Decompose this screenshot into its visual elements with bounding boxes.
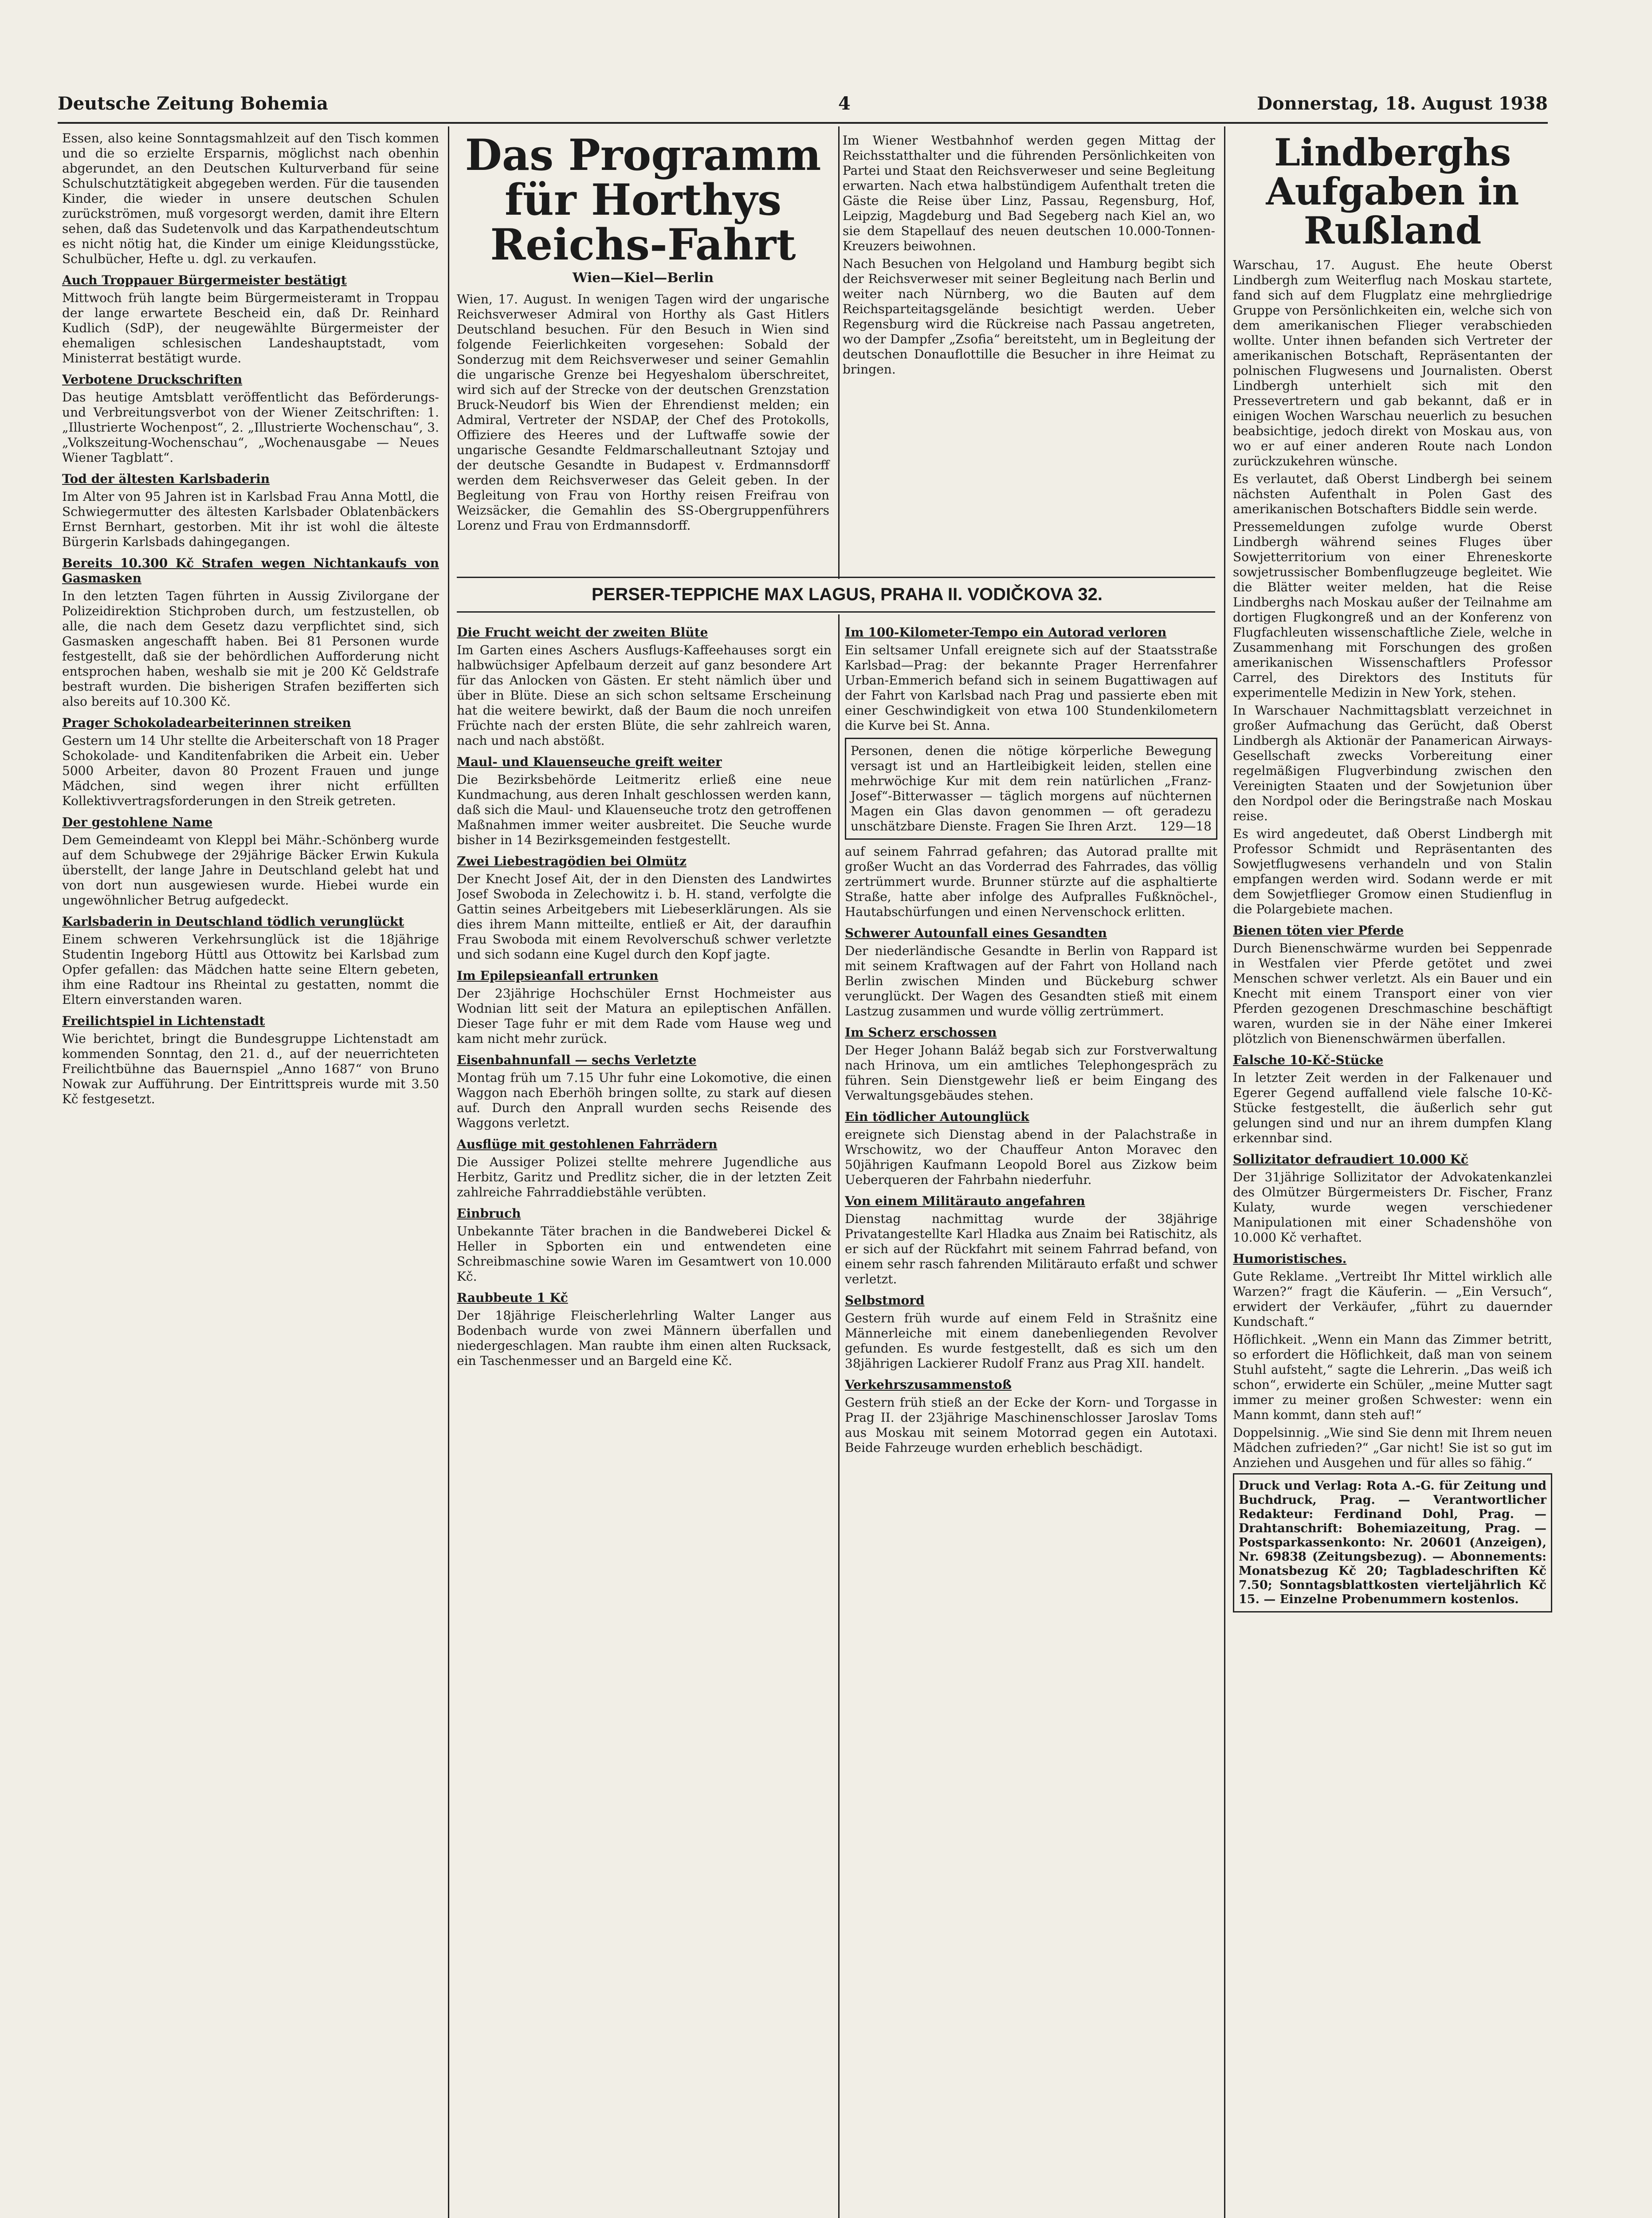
masthead <box>58 93 1548 124</box>
article-text: Warschau, 17. August. Ehe heute Oberst Lindbergh zum Weiterflug nach Moskau startete, fand sich auf dem Flugplatz eine mehrgliedrige Gruppe von Persönlichkeiten ein, welche sich von dem amerikanischen Flieger verabschieden wollte. Unter ihnen befanden sich Vertreter der amerikanischen Botschaft, Repräsentanten der polnischen Flugwesens und Journalisten. Oberst Lindbergh unterhielt sich mit den Pressevertretern und gab bekannt, daß er in einigen Wochen Warschau neuerlich zu besuchen beabsichtige, jedoch direkt von Moskau aus, von wo er auf einer anderen Route nach London zurückzukehren wünsche. <box>1233 257 1552 468</box>
column-rule <box>1224 126 1225 2218</box>
article-text: auf seinem Fahrrad gefahren; das Autorad prallte mit großer Wucht an das Vorderrad des Fahrrades, das völlig zertrümmert wurde. Brunner stürzte auf die asphaltierte Straße, hatte aber infolge des Aufpralles Fußknöchel-, Hautabschürfungen und einen Nervenschock erlitten. <box>845 844 1217 919</box>
headline: Das Programm für Horthys Reichs-Fahrt <box>465 133 821 270</box>
column-rule <box>448 126 449 2218</box>
article-text: Montag früh um 7.15 Uhr fuhr eine Lokomotive, die einen Waggon nach Eberhöh bringen sollte, zu stark auf diesen auf. Durch den Anprall wurden sechs Reisende des Waggons verletzt. <box>457 1070 832 1130</box>
column-left <box>62 131 439 2218</box>
paper-name: Deutsche Zeitung Bohemia <box>58 93 328 114</box>
article-heading: Karlsbaderin in Deutschland tödlich verunglückt <box>62 914 404 929</box>
column-middle-lower <box>457 619 832 2218</box>
article-heading: Raubbeute 1 Kč <box>457 1290 568 1305</box>
article-intro: Essen, also keine Sonntagsmahlzeit auf den Tisch kommen und die so erzielte Ersparnis, möglichst nach obenhin abgerundet, an den Deutschen Kulturverband für seine Schulschutztätigkeit abgegeben werden. Für die tausenden Kinder, die wieder in unsere deutschen Schulen zurückströmen, muß vorgesorgt werden, damit ihre Eltern sehen, daß das Sudetenvolk und das Karpathendeutschtum es nicht nötig hat, die Kinder um einige Kleidungsstücke, Schulbücher, Hefte u. dgl. zu verkaufen. <box>62 131 439 266</box>
article-heading: Ein tödlicher Autounglück <box>845 1109 1029 1124</box>
article-text: In letzter Zeit werden in der Falkenauer und Egerer Gegend auffallend viele falsche 10-Kč-Stücke festgestellt, die äußerlich sehr gut gelungen sind und nur an ihrem dumpfen Klang erkennbar sind. <box>1233 1070 1552 1145</box>
horthy-article <box>457 133 1215 572</box>
headline: Lindberghs Aufgaben in Rußland <box>1266 133 1519 253</box>
article-heading: Bereits 10.300 Kč Strafen wegen Nichtankaufs von Gasmasken <box>62 556 439 586</box>
article-text: Mittwoch früh langte beim Bürgermeisteramt in Troppau der lange erwartete Bescheid ein, daß Dr. Reinhard Kudlich (SdP), der neugewählte Bürgermeister der ehemaligen schlesischen Landeshauptstadt, vom Ministerrat bestätigt wurde. <box>62 291 439 366</box>
article-text: Gestern früh stieß an der Ecke der Korn- und Torgasse in Prag II. der 23jährige Maschinenschlosser Jaroslav Toms aus Moskau mit seinem Motorrad gegen ein Autotaxi. Beide Fahrzeuge wurden erheblich beschädigt. <box>845 1395 1217 1455</box>
article-heading: Verkehrszusammenstoß <box>845 1377 1012 1392</box>
article-heading: Ausflüge mit gestohlenen Fahrrädern <box>457 1137 718 1152</box>
article-heading: Verbotene Druckschriften <box>62 372 243 387</box>
column-middle-right-lower <box>845 619 1217 2218</box>
article-text: Unbekannte Täter brachen in die Bandweberei Dickel & Heller in Spborten ein und entwendeten eine Schreibmaschine sowie Waren im Gesamtwert von 10.000 Kč. <box>457 1224 832 1284</box>
article-text: In den letzten Tagen führten in Aussig Zivilorgane der Polizeidirektion Stichproben durch, um festzustellen, ob alle, die nach dem Gesetz dazu verpflichtet sind, sich Gasmasken angeschafft haben. Bei 81 Personen wurde festgestellt, daß sie der behördlichen Aufforderung nicht entsprochen haben, weshalb sie mit je 200 Kč Geldstrafe bestraft wurden. Die bisherigen Strafen bezifferten sich also bereits auf 10.300 Kč. <box>62 589 439 709</box>
article-text: Die Bezirksbehörde Leitmeritz erließ eine neue Kundmachung, aus deren Inhalt geschlossen werden kann, daß sich die Maul- und Klauenseuche trotz den getroffenen Maßnahmen immer weiter ausbreitet. Die Seuche wurde bisher in 14 Bezirksgemeinden festgestellt. <box>457 772 832 847</box>
article-text: Dem Gemeindeamt von Kleppl bei Mähr.-Schönberg wurde auf dem Schubwege der 29jährige Bäcker Erwin Kukula überstellt, der lange Jahre in Deutschland gelebt hat und von dort nun ausgewiesen wurde. Hiebei wurde ein ungewöhnlicher Betrug aufgedeckt. <box>62 833 439 908</box>
article-heading: Maul- und Klauenseuche greift weiter <box>457 755 722 769</box>
article-text: Doppelsinnig. „Wie sind Sie denn mit Ihrem neuen Mädchen zufrieden?“ „Gar nicht! Sie ist so gut im Anziehen und Ausgehen und für alles so fähig.“ <box>1233 1425 1552 1470</box>
article-heading: Zwei Liebestragödien bei Olmütz <box>457 854 687 869</box>
article-text: Durch Bienenschwärme wurden bei Seppenrade in Westfalen vier Pferde getötet und zwei Menschen schwer verletzt. Als ein Bauer und ein Knecht mit einem Transport einer von vier Pferden gezogenen Dreschmaschine beschäftigt waren, wurden sie in der Nähe einer Imkerei plötzlich von Bienenschwärmen überfallen. <box>1233 940 1552 1046</box>
article-heading: Prager Schokoladearbeiterinnen streiken <box>62 716 351 730</box>
article-text: Der 31jährige Sollizitator der Advokatenkanzlei des Olmützer Bürgermeisters Dr. Fischer, Franz Kulaty, wurde wegen verschiedener Manipulationen mit einer Schadenshöhe von 10.000 Kč verhaftet. <box>1233 1169 1552 1245</box>
article-text: In Warschauer Nachmittagsblatt verzeichnet in großer Aufmachung das Gerücht, daß Oberst Lindbergh als Aktionär der Panamerican Airways-Gesellschaft zwecks Vorbereitung einer regelmäßigen Flugverbindung zwischen den Vereinigten Staaten und der Sowjetunion über den Nordpol oder die Beringstraße nach Moskau reise. <box>1233 703 1552 823</box>
article-text: Es verlautet, daß Oberst Lindbergh bei seinem nächsten Aufenthalt in Polen Gast des amerikanischen Botschafters Biddle sein werde. <box>1233 471 1552 516</box>
mineral-water-notice <box>845 738 1217 840</box>
issue-date: Donnerstag, 18. August 1938 <box>1257 93 1548 114</box>
article-heading: Tod der ältesten Karlsbaderin <box>62 472 270 486</box>
carpet-advertisement: PERSER-TEPPICHE MAX LAGUS, PRAHA II. VODIČKOVA 32. <box>591 585 1103 604</box>
article-heading: Der gestohlene Name <box>62 815 213 830</box>
article-heading: Freilichtspiel in Lichtenstadt <box>62 1014 265 1028</box>
article-text: Im Wiener Westbahnhof werden gegen Mittag der Reichsstatthalter und die führenden Persönlichkeiten von Partei und Staat den Reichsverweser und seine Begleitung erwarten. Nach etwa halbstündigem Aufenthalt treten die Gäste die Reise über Linz, Passau, Regensburg, Hof, Leipzig, Magdeburg und Bad Segeberg nach Kiel an, wo sie dem Stapellauf des neuen deutschen 10.000-Tonnen-Kreuzers beiwohnen. <box>843 133 1215 253</box>
article-heading: Einbruch <box>457 1206 521 1221</box>
notice-text: Personen, denen die nötige körperliche Bewegung versagt ist und an Hartleibigkeit leiden, stellen eine mehrwöchige Kur mit dem rein natürlichen „Franz-Josef“-Bitterwasser — täglich morgens auf nüchternen Magen ein Glas davon genommen — oft geradezu unschätzbare Dienste. Fragen Sie Ihren Arzt. <box>851 743 1212 834</box>
article-heading: Schwerer Autounfall eines Gesandten <box>845 926 1107 940</box>
article-text: Wie berichtet, bringt die Bundesgruppe Lichtenstadt am kommenden Sonntag, den 21. d., auf der neuerrichteten Freilichtbühne das Bauernspiel „Anno 1687“ von Bruno Nowak zur Aufführung. Der Eintrittspreis wurde mit 3.50 Kč festgesetzt. <box>62 1031 439 1106</box>
article-heading: Falsche 10-Kč-Stücke <box>1233 1052 1384 1067</box>
article-heading: Eisenbahnunfall — sechs Verletzte <box>457 1053 697 1067</box>
article-text: Nach Besuchen von Helgoland und Hamburg begibt sich der Reichsverweser mit seiner Begleitung nach Berlin und weiter nach Nürnberg, wo die Bauten auf dem Reichsparteitagsgelände besichtigt werden. Ueber Regensburg wird die Rückreise nach Passau angetreten, wo der Dampfer „Zsofia“ bereitsteht, um in Begleitung der deutschen Donauflottille die Besucher in ihre Heimat zu bringen. <box>843 256 1215 377</box>
article-heading: Im 100-Kilometer-Tempo ein Autorad verloren <box>845 625 1167 640</box>
article-text: Dienstag nachmittag wurde der 38jährige Privatangestellte Karl Hladka aus Znaim bei Ratischitz, als er sich auf der Rückfahrt mit seinem Fahrrad befand, von einem sehr rasch fahrenden Militärauto erfaßt und schwer verletzt. <box>845 1211 1217 1286</box>
article-text: Im Garten eines Aschers Ausflugs-Kaffeehauses sorgt ein halbwüchsiger Apfelbaum derzeit auf ganz besondere Art für das Anlocken von Gästen. Er steht nämlich über und über in Blüte. Diese an sich schon seltsame Erscheinung hat die weitere bewirkt, daß der Baum die noch unreifen Früchte nach der ersten Blüte, die sehr zahlreich waren, nach und nach abstößt. <box>457 643 832 748</box>
column-right <box>1233 133 1552 2218</box>
masthead-rule <box>58 122 1548 124</box>
imprint-box: Druck und Verlag: Rota A.-G. für Zeitung und Buchdruck, Prag. — Verantwortlicher Redakteur: Ferdinand Dohl, Prag. — Drahtanschrift: Bohemiazeitung, Prag. — Postsparkassenkonto: Nr. 20601 (Anzeigen), Nr. 69838 (Zeitungsbezug). — Abonnements: Monatsbezug Kč 20; Tagbladeschriften Kč 7.50; Sonntagsblattkosten vierteljährlich Kč 15. — Einzelne Probenummern kostenlos. <box>1233 1473 1552 1612</box>
article-text: Der 23jährige Hochschüler Ernst Hochmeister aus Wodnian litt seit der Matura an epileptischen Anfällen. Dieser Tage fuhr er mit dem Rade vom Hause weg und kam nicht mehr zurück. <box>457 986 832 1046</box>
article-heading: Im Epilepsieanfall ertrunken <box>457 968 659 983</box>
article-heading: Auch Troppauer Bürgermeister bestätigt <box>62 273 347 287</box>
article-text: Gute Reklame. „Vertreibt Ihr Mittel wirklich alle Warzen?“ fragt die Käuferin. — „Ein Versuch“, erwidert der Verkäufer, „führt zu dauernder Kundschaft.“ <box>1233 1269 1552 1329</box>
article-text: Gestern um 14 Uhr stellte die Arbeiterschaft von 18 Prager Schokolade- und Kanditenfabriken die Arbeit ein. Ueber 5000 Arbeiter, davon 80 Prozent Frauen und junge Mädchen, sind wegen ihrer nicht erfüllten Kollektivvertragsforderungen in den Streik getreten. <box>62 733 439 808</box>
article-heading: Bienen töten vier Pferde <box>1233 923 1404 938</box>
article-heading: Selbstmord <box>845 1293 925 1308</box>
article-text: Gestern früh wurde auf einem Feld in Strašnitz eine Männerleiche mit einem danebenliegenden Revolver gefunden. Es wurde festgestellt, daß es sich um den 38jährigen Lackierer Rudolf Franz aus Prag XII. handelt. <box>845 1311 1217 1371</box>
article-text: Im Alter von 95 Jahren ist in Karlsbad Frau Anna Mottl, die Schwiegermutter des ältesten Karlsbader Oblatenbäckers Ernst Bernhart, gestorben. Mit ihr ist wohl die älteste Bürgerin Karlsbads dahingegangen. <box>62 489 439 549</box>
dateline: Wien—Kiel—Berlin <box>572 270 714 286</box>
ad-rule-bottom <box>457 611 1215 613</box>
article-text: Die Aussiger Polizei stellte mehrere Jugendliche aus Herbitz, Garitz und Predlitz sicher, die in der letzten Zeit zahlreiche Fahrraddiebstähle verübten. <box>457 1155 832 1199</box>
article-text: Das heutige Amtsblatt veröffentlicht das Beförderungs- und Verbreitungsverbot von der Wiener Zeitschriften: 1. „Illustrierte Wochenpost“, 2. „Illustrierte Wochenschau“, 3. „Volkszeitung-Wochenschau“, „Wochenausgabe — Neues Wiener Tagblatt“. <box>62 390 439 465</box>
notice-reference: 129—18 <box>1159 819 1212 834</box>
article-heading: Im Scherz erschossen <box>845 1025 997 1040</box>
article-text: Ein seltsamer Unfall ereignete sich auf der Staatsstraße Karlsbad—Prag: der bekannte Prager Herrenfahrer Urban-Emmerich befand sich in seinem Bugattiwagen auf der Fahrt von Karlsbad nach Prag und passierte eben mit einer Geschwindigkeit von etwa 100 Stundenkilometern die Kurve bei St. Anna. <box>845 643 1217 733</box>
article-text: Pressemeldungen zufolge wurde Oberst Lindbergh während seines Fluges über Sowjetterritorium von einer Ehreneskorte sowjetrussischer Bombenflugzeuge begleitet. Wie die Blätter weiter melden, hat die Reise Lindberghs nach Moskau außer der Teilnahme am dortigen Flugkongreß und an der Konferenz von Flugfachleuten wissenschaftliche Ziele, welche in Zusammenhang mit Forschungen des großen amerikanischen Wissenschaftlers Professor Carrel, des Direktors des Instituts für experimentelle Medizin in New York, stehen. <box>1233 519 1552 700</box>
page-number: 4 <box>838 93 851 114</box>
article-text: Einem schweren Verkehrsunglück ist die 18jährige Studentin Ingeborg Hüttl aus Ottowitz bei Karlsbad zum Opfer gefallen: das Mädchen hatte seine Eltern gebeten, ihm eine Radtour ins Rheintal zu gestatten, nommt die Eltern einverstanden waren. <box>62 932 439 1007</box>
column-rule <box>838 614 840 2218</box>
article-text: Der 18jährige Fleischerlehrling Walter Langer aus Bodenbach wurde von zwei Männern überfallen und niedergeschlagen. Man raubte ihm einen alten Rucksack, ein Taschenmesser und an Bargeld eine Kč. <box>457 1308 832 1368</box>
article-heading: Sollizitator defraudiert 10.000 Kč <box>1233 1152 1468 1167</box>
article-heading: Von einem Militärauto angefahren <box>845 1194 1085 1208</box>
article-text: Der niederländische Gesandte in Berlin von Rappard ist mit seinem Kraftwagen auf der Fahrt von Holland nach Berlin zwischen Minden und Bückeburg schwer verunglückt. Der Wagen des Gesandten stieß mit einem Lastzug zusammen und wurde völlig zertrümmert. <box>845 944 1217 1019</box>
article-heading: Die Frucht weicht der zweiten Blüte <box>457 625 708 640</box>
article-text: Der Knecht Josef Ait, der in den Diensten des Landwirtes Josef Swoboda in Zelechowitz i. b. H. stand, verfolgte die Gattin seines Arbeitgebers mit Liebeserklärungen. Als sie dies ihrem Mann mitteilte, entließ er Ait, der daraufhin Frau Swoboda mit einem Revolverschuß schwer verletzte und sich sodann eine Kugel durch den Kopf jagte. <box>457 872 832 962</box>
article-text: Wien, 17. August. In wenigen Tagen wird der ungarische Reichsverweser Admiral von Horthy als Gast Hitlers Deutschland besuchen. Für den Besuch in Wien sind folgende Feierlichkeiten vorgesehen: Sobald der Sonderzug mit dem Reichsverweser und seiner Gemahlin die ungarische Grenze bei Hegyeshalom überschreitet, wird sich auf der Strecke von der deutschen Grenzstation Bruck-Neudorf bis Wien der Ehrendienst melden; ein Admiral, Vertreter der NSDAP, der Chef des Protokolls, Offiziere des Heeres und der Luftwaffe sowie der ungarische Gesandte Feldmarschalleutnant Sztojay und der deutsche Gesandte in Budapest v. Erdmannsdorff werden dem Reichsverweser das Geleit geben. In der Begleitung von Frau von Horthy reisen Freifrau von Weizsäcker, die Gemahlin des SS-Obergruppenführers Lorenz und Frau von Erdmannsdorff. <box>457 292 829 533</box>
ad-rule-top <box>457 577 1215 578</box>
article-heading: Humoristisches. <box>1233 1251 1347 1266</box>
article-text: Es wird angedeutet, daß Oberst Lindbergh mit Professor Schmidt und Repräsentanten des Sowjetflugwesens verhandeln und von Stalin empfangen werden wird. Sodann werde er mit dem Sowjetflieger Gromow einen Studienflug in die Polargebiete machen. <box>1233 826 1552 916</box>
article-text: ereignete sich Dienstag abend in der Palachstraße in Wrschowitz, wo der Chauffeur Anton Moravec den 50jährigen Kaufmann Leopold Borel aus Zizkow beim Ueberqueren der Fahrbahn niederfuhr. <box>845 1127 1217 1187</box>
article-text: Höflichkeit. „Wenn ein Mann das Zimmer betritt, so erfordert die Höflichkeit, daß man von seinem Stuhl aufsteht,“ sagte die Lehrerin. „Das weiß ich schon“, erwiderte ein Schüler, „meine Mutter sagt immer zu meiner großen Schwester: wenn ein Mann kommt, dann steh auf!“ <box>1233 1332 1552 1422</box>
article-text: Der Heger Johann Baláž begab sich zur Forstverwaltung nach Hrinova, um ein amtliches Telephongespräch zu führen. Sein Dienstgewehr ließ er beim Eingang des Verwaltungsgebäudes stehen. <box>845 1043 1217 1103</box>
